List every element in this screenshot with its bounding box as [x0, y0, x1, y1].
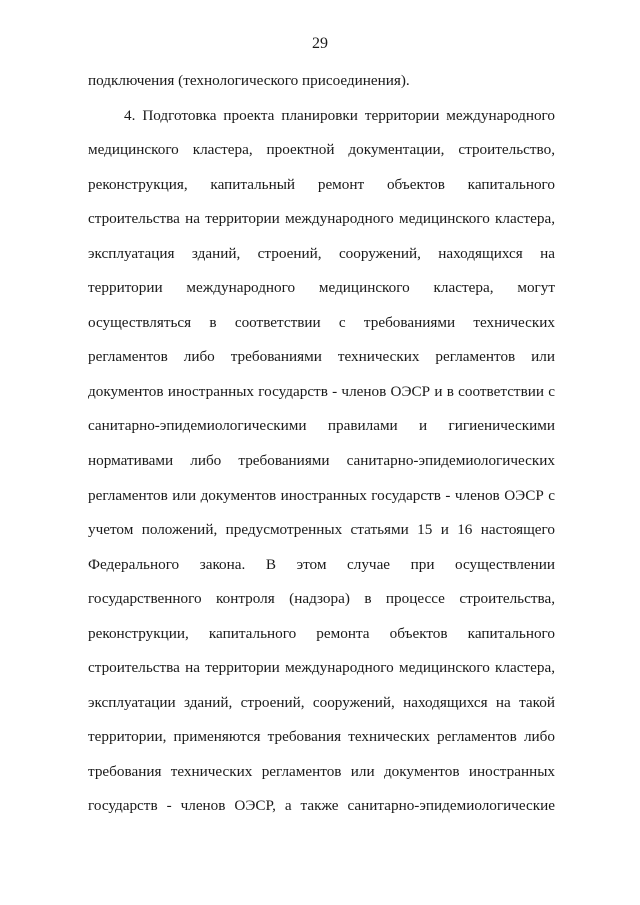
text-line: строительства на территории международного медицинского кластера,: [88, 210, 555, 228]
text-line: осуществляться в соответствии с требованиями технических: [88, 313, 555, 331]
text-line: государств - членов ОЭСР, а также санитарно-эпидемиологические: [88, 797, 555, 815]
paragraph-first-line: 4. Подготовка проекта планировки территории международного: [124, 106, 555, 124]
text-line: эксплуатация зданий, строений, сооружений, находящихся на: [88, 244, 555, 262]
text-line: эксплуатации зданий, строений, сооружений, находящихся на такой: [88, 693, 555, 711]
text-line: медицинского кластера, проектной документации, строительство,: [88, 141, 555, 159]
text-line: регламентов или документов иностранных государств - членов ОЭСР с: [88, 486, 555, 504]
text-line: Федерального закона. В этом случае при осуществлении: [88, 555, 555, 573]
text-line: учетом положений, предусмотренных статьями 15 и 16 настоящего: [88, 521, 555, 539]
text-line: реконструкции, капитального ремонта объектов капитального: [88, 624, 555, 642]
text-line: санитарно-эпидемиологическими правилами и гигиеническими: [88, 417, 555, 435]
text-line: территории, применяются требования технических регламентов либо: [88, 728, 555, 746]
text-line: реконструкция, капитальный ремонт объектов капитального: [88, 175, 555, 193]
body-text: [88, 64, 555, 824]
text-line: территории международного медицинского кластера, могут: [88, 279, 555, 297]
text-line: нормативами либо требованиями санитарно-эпидемиологических: [88, 452, 555, 470]
text-line: регламентов либо требованиями технических регламентов или: [88, 348, 555, 366]
text-line: подключения (технологического присоединения).: [88, 72, 410, 89]
text-line: строительства на территории международного медицинского кластера,: [88, 659, 555, 677]
text-line: документов иностранных государств - членов ОЭСР и в соответствии с: [88, 382, 555, 400]
text-line: государственного контроля (надзора) в процессе строительства,: [88, 590, 555, 608]
text-line: требования технических регламентов или документов иностранных: [88, 762, 555, 780]
page-number: 29: [312, 35, 328, 52]
